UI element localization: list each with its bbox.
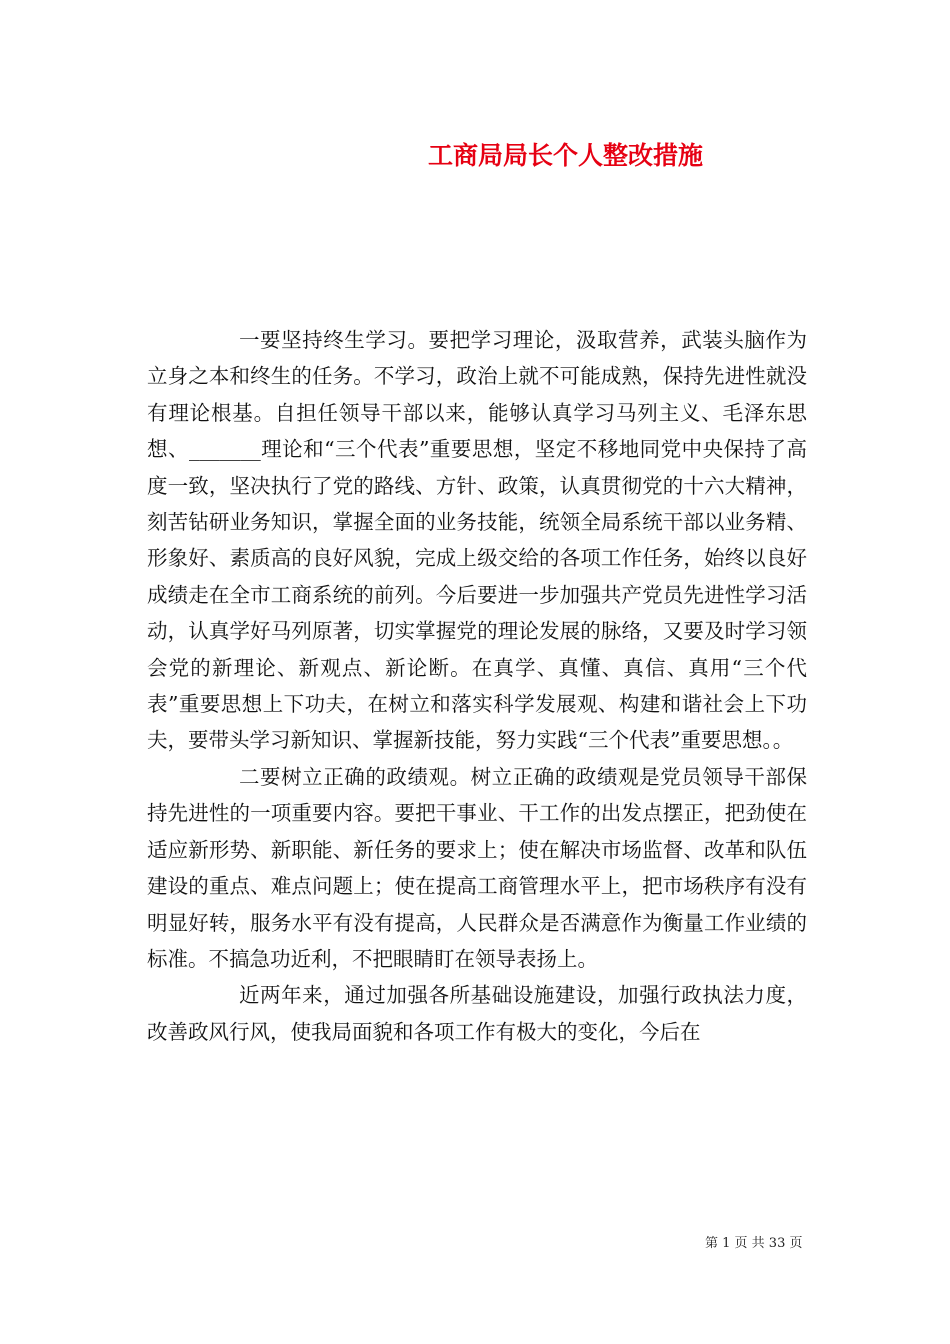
paragraph-2: 二要树立正确的政绩观。树立正确的政绩观是党员领导干部保持先进性的一项重要内容。要把干事业、干工作的出发点摆正，把劲使在适应新形势、新职能、新任务的要求上；使在解决市场监督、改革和队伍建设的重点、难点问题上；使在提高工商管理水平上，把市场秩序有没有明显好转，服务水平有没有提高，人民群众是否满意作为衡量工作业绩的标准。不搞急功近利，不把眼睛盯在领导表扬上。 bbox=[147, 764, 807, 971]
paragraph-3: 近两年来，通过加强各所基础设施建设，加强行政执法力度，改善政风行风，使我局面貌和各项工作有极大的变化，今后在 bbox=[147, 983, 807, 1044]
paragraph-1: 一要坚持终生学习。要把学习理论，汲取营养，武装头脑作为立身之本和终生的任务。不学习，政治上就不可能成熟，保持先进性就没有理论根基。自担任领导干部以来，能够认真学习马列主义、毛泽东思想、_______理论和“三个代表”重要思想，坚定不移地同党中央保持了高度一致，坚决执行了党的路线、方针、政策，认真贯彻党的十六大精神，刻苦钻研业务知识，掌握全面的业务技能，统领全局系统干部以业务精、形象好、素质高的良好风貌，完成上级交给的各项工作任务，始终以良好成绩走在全市工商系统的前列。今后要进一步加强共产党员先进性学习活动，认真学好马列原著，切实掌握党的理论发展的脉络，又要及时学习领会党的新理论、新观点、新论断。在真学、真懂、真信、真用“三个代表”重要思想上下功夫，在树立和落实科学发展观、构建和谐社会上下功夫，要带头学习新知识、掌握新技能，努力实践“三个代表”重要思想。。 bbox=[147, 328, 807, 753]
document-title: 工商局局长个人整改措施 bbox=[428, 141, 704, 170]
page-number-footer: 第 1 页 共 33 页 bbox=[705, 1236, 803, 1251]
document-body bbox=[147, 322, 807, 1050]
